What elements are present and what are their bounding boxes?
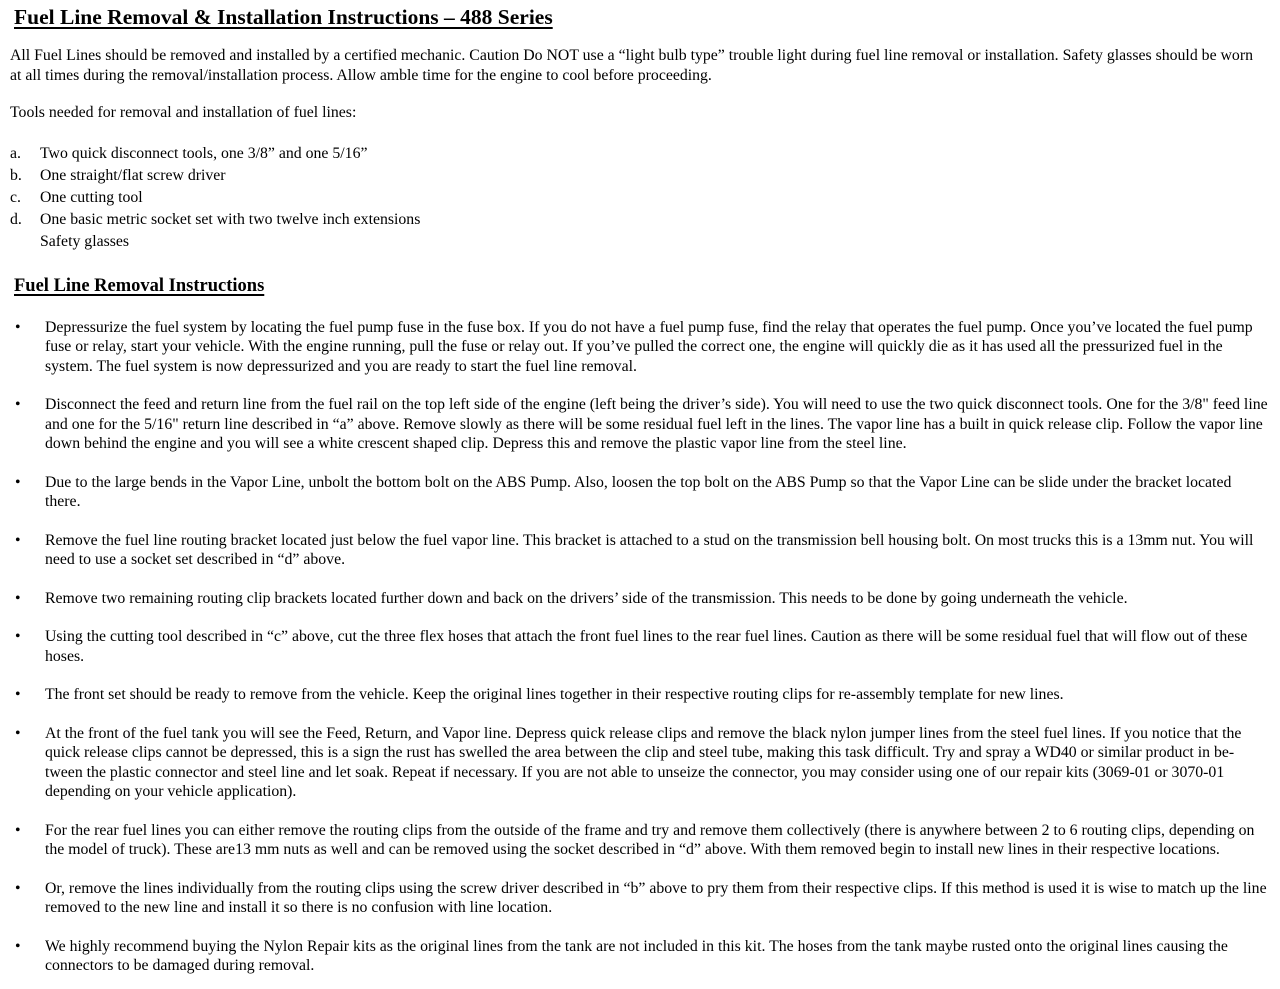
bullet-icon: •	[15, 724, 21, 742]
bullet-icon: •	[15, 531, 21, 549]
step-item	[10, 531, 1268, 570]
step-item	[10, 627, 1268, 666]
tool-item	[10, 144, 1268, 164]
tool-text: One cutting tool	[40, 188, 143, 206]
tools-heading: Tools needed for removal and installation of fuel lines:	[10, 104, 357, 121]
step-text: We highly recommend buying the Nylon Repair kits as the original lines from the tank are not included in this kit. The hoses from the tank maybe rusted onto the original lines causing the connectors to be damaged during removal.	[45, 937, 1228, 974]
step-item	[10, 395, 1268, 454]
step-text: At the front of the fuel tank you will see the Feed, Return, and Vapor line. Depress quick release clips and remove the black nylon jumper lines from the steel fuel lines. If you notice that the quick release clips cannot be depressed, this is a sign the rust has swelled the area between the clip and steel tube, making this task difficult. Try and spray a WD40 or similar product in be-tween the plastic connector and steel line and let soak. Repeat if necessary. If you are not able to unseize the connector, you may consider using one of our repair kits (3069-01 or 3070-01 depending on your vehicle application).	[45, 724, 1242, 800]
tool-text: Safety glasses	[40, 232, 130, 250]
tool-marker: c.	[10, 188, 21, 206]
step-item	[10, 685, 1268, 705]
intro-paragraph: All Fuel Lines should be removed and installed by a certified mechanic. Caution Do NOT use a “light bulb type” trouble light during fuel line removal or installation. Safety glasses should be worn at all times during the removal/installation process. Allow amble time for the engine to cool before proceeding.	[10, 47, 1253, 84]
step-item	[10, 879, 1268, 918]
bullet-icon: •	[15, 396, 21, 413]
step-text: Due to the large bends in the Vapor Line, unbolt the bottom bolt on the ABS Pump. Also, loosen the top bolt on the ABS Pump so that the Vapor Line can be slide under the bracket located there.	[45, 473, 1232, 510]
step-item	[10, 724, 1268, 802]
bullet-icon: •	[15, 473, 21, 491]
tool-marker: d.	[10, 210, 22, 228]
bullet-icon: •	[15, 686, 21, 703]
bullet-icon: •	[15, 318, 21, 336]
step-text: The front set should be ready to remove from the vehicle. Keep the original lines together in their respective routing clips for re-assembly template for new lines.	[45, 686, 1064, 703]
step-text: Remove two remaining routing clip brackets located further down and back on the drivers’ side of the transmission. This needs to be done by going underneath the vehicle.	[45, 589, 1128, 607]
tool-text: One straight/flat screw driver	[40, 166, 226, 184]
tool-text: One basic metric socket set with two twelve inch extensions	[40, 210, 421, 228]
step-item	[10, 318, 1268, 377]
bullet-icon: •	[15, 879, 21, 897]
steps-list	[10, 318, 1268, 976]
tools-list	[10, 144, 1268, 252]
step-text: Remove the fuel line routing bracket located just below the fuel vapor line. This bracket is attached to a stud on the transmission bell housing bolt. On most trucks this is a 13mm nut. You will need to use a socket set described in “d” above.	[45, 531, 1254, 568]
tool-marker	[10, 232, 40, 252]
document-title: Fuel Line Removal & Installation Instructions – 488 Series	[14, 5, 553, 29]
step-text: Depressurize the fuel system by locating the fuel pump fuse in the fuse box. If you do not have a fuel pump fuse, find the relay that operates the fuel pump. Once you’ve located the fuel pump fuse or relay, start your vehicle. With the engine running, pull the fuse or relay out. If you’ve pulled the correct one, the engine will quickly die as it has used all the pressurized fuel in the system. The fuel system is now depressurized and you are ready to start the fuel line removal.	[45, 318, 1253, 375]
tool-item	[10, 188, 1268, 208]
tool-marker: a.	[10, 144, 21, 162]
section-heading: Fuel Line Removal Instructions	[14, 275, 265, 296]
step-text: Using the cutting tool described in “c” above, cut the three flex hoses that attach the front fuel lines to the rear fuel lines. Caution as there will be some residual fuel that will flow out of these hoses.	[45, 628, 1248, 665]
step-item	[10, 473, 1268, 512]
step-text: Disconnect the feed and return line from the fuel rail on the top left side of the engine (left being the driver’s side). You will need to use the two quick disconnect tools. One for the 3/8" feed line and one for the 5/16" return line described in “a” above. Remove slowly as there will be some residual fuel left in the lines. The vapor line has a built in quick release clip. Follow the vapor line down behind the engine and you will see a white crescent shaped clip. Depress this and remove the plastic vapor line from the steel line.	[45, 396, 1268, 452]
bullet-icon: •	[15, 821, 21, 839]
step-item	[10, 589, 1268, 609]
tool-marker: b.	[10, 166, 22, 184]
tool-item	[10, 232, 1268, 252]
step-item	[10, 937, 1268, 976]
step-text: Or, remove the lines individually from the routing clips using the screw driver described in “b” above to pry them from their respective clips. If this method is used it is wise to match up the line removed to the new line and install it so there is no confusion with line location.	[45, 879, 1267, 916]
bullet-icon: •	[15, 589, 21, 607]
step-item	[10, 821, 1268, 860]
tool-item	[10, 210, 1268, 230]
tool-item	[10, 166, 1268, 186]
bullet-icon: •	[15, 628, 21, 645]
bullet-icon: •	[15, 937, 21, 955]
step-text: For the rear fuel lines you can either remove the routing clips from the outside of the frame and try and remove them collectively (there is anywhere between 2 to 6 routing clips, depending on the model of truck). These are13 mm nuts as well and can be removed using the socket described in “d” above. With them removed begin to install new lines in their respective locations.	[45, 821, 1255, 858]
tool-text: Two quick disconnect tools, one 3/8” and one 5/16”	[40, 144, 368, 162]
